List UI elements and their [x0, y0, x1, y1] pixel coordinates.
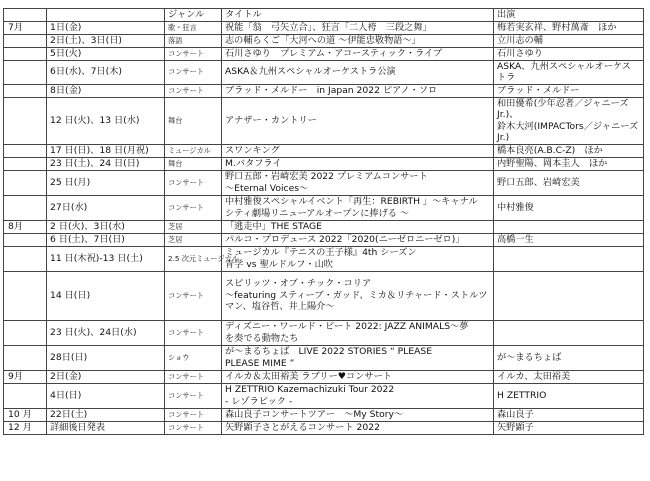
table-row — [4, 220, 644, 233]
header-row — [4, 9, 644, 22]
title-cell: H ZETTRIO Kazemachizuki Tour 2022 - レゾラピック - — [222, 383, 494, 408]
genre-cell: コンサート — [165, 84, 222, 97]
month-cell — [4, 60, 47, 84]
title-cell: M.バタフライ — [222, 157, 494, 170]
date-cell: 8日(金) — [47, 84, 165, 97]
date-cell: 2 日(火)、3日(水) — [47, 220, 165, 233]
schedule-table — [3, 8, 644, 435]
month-cell — [4, 271, 47, 320]
genre-cell: 2.5 次元ミュージカル — [165, 246, 222, 271]
title-cell: 石川さゆり プレミアム・アコースティック・ライブ — [222, 47, 494, 60]
month-cell — [4, 246, 47, 271]
title-cell: 志の輔らくご「大河への道 ～伊能忠敬物語～」 — [222, 34, 494, 47]
cast-cell: 和田優希(少年忍者／ジャニーズJr.)、 鈴木大河(IMPACTors／ジャニーズJr.) — [494, 97, 644, 144]
table-row — [4, 370, 644, 383]
table-row — [4, 233, 644, 246]
month-cell — [4, 233, 47, 246]
cast-cell: 中村雅俊 — [494, 195, 644, 220]
date-cell: 28日(日) — [47, 345, 165, 370]
cast-cell: 森山良子 — [494, 408, 644, 421]
table-row — [4, 34, 644, 47]
cast-cell — [494, 246, 644, 271]
month-cell — [4, 157, 47, 170]
table-row — [4, 421, 644, 434]
genre-cell: 舞台 — [165, 157, 222, 170]
table-row — [4, 21, 644, 34]
date-cell: 23 日(火)、24日(水) — [47, 320, 165, 345]
table-row — [4, 47, 644, 60]
month-cell — [4, 34, 47, 47]
date-cell: 11 日(木祝)-13 日(土) — [47, 246, 165, 271]
month-cell — [4, 84, 47, 97]
title-cell: ブラッド・メルドー in Japan 2022 ピアノ・ソロ — [222, 84, 494, 97]
cast-cell: が～まるちょば — [494, 345, 644, 370]
title-cell: スピリッツ・オブ・チック・コリア ～featuring スティーブ・ガッド、ミカ＆リチャード・ストルツマン、塩谷哲、井上陽介～ — [222, 271, 494, 320]
date-cell: 25 日(月) — [47, 170, 165, 195]
table-row — [4, 97, 644, 144]
genre-cell: コンサート — [165, 170, 222, 195]
genre-cell: コンサート — [165, 271, 222, 320]
title-cell: 森山良子コンサートツアー ～My Story～ — [222, 408, 494, 421]
cast-cell: 野口五郎、岩崎宏美 — [494, 170, 644, 195]
title-cell: アナザー・カントリー — [222, 97, 494, 144]
title-cell: 矢野顕子さとがえるコンサート 2022 — [222, 421, 494, 434]
header-genre: ジャンル — [165, 9, 222, 22]
table-row — [4, 408, 644, 421]
month-cell: 12 月 — [4, 421, 47, 434]
cast-cell — [494, 320, 644, 345]
table-row — [4, 271, 644, 320]
genre-cell: 芝居 — [165, 233, 222, 246]
title-cell: パルコ・プロデュース 2022「2020(ニーゼロニーゼロ)」 — [222, 233, 494, 246]
table-row — [4, 84, 644, 97]
month-cell: 8月 — [4, 220, 47, 233]
cast-cell: 高橋一生 — [494, 233, 644, 246]
cast-cell: 梅若実玄祥、野村萬斎 ほか — [494, 21, 644, 34]
table-row — [4, 170, 644, 195]
genre-cell: ミュージカル — [165, 144, 222, 157]
date-cell: 27日(水) — [47, 195, 165, 220]
title-cell: スワンキング — [222, 144, 494, 157]
cast-cell — [494, 271, 644, 320]
month-cell: 9月 — [4, 370, 47, 383]
date-cell: 6日(水)、7日(木) — [47, 60, 165, 84]
table-row — [4, 60, 644, 84]
genre-cell: コンサート — [165, 370, 222, 383]
cast-cell: H ZETTRIO — [494, 383, 644, 408]
date-cell: 12 日(火)、13 日(水) — [47, 97, 165, 144]
month-cell — [4, 383, 47, 408]
table-row — [4, 345, 644, 370]
title-cell: が～まるちょば LIVE 2022 STORIES “ PLEASE PLEASE MIME ” — [222, 345, 494, 370]
genre-cell: コンサート — [165, 320, 222, 345]
table-row — [4, 383, 644, 408]
date-cell: 5日(火) — [47, 47, 165, 60]
date-cell: 2日(金) — [47, 370, 165, 383]
genre-cell: コンサート — [165, 60, 222, 84]
genre-cell: コンサート — [165, 195, 222, 220]
genre-cell: 舞台 — [165, 97, 222, 144]
genre-cell: コンサート — [165, 47, 222, 60]
month-cell — [4, 195, 47, 220]
table-row — [4, 157, 644, 170]
date-cell: 17 日(日)、18 日(月祝) — [47, 144, 165, 157]
genre-cell: 芝居 — [165, 220, 222, 233]
month-cell — [4, 47, 47, 60]
cast-cell: 石川さゆり — [494, 47, 644, 60]
date-cell: 23 日(土)、24 日(日) — [47, 157, 165, 170]
genre-cell: 歌・狂言 — [165, 21, 222, 34]
date-cell: 1日(金) — [47, 21, 165, 34]
cast-cell — [494, 220, 644, 233]
month-cell — [4, 320, 47, 345]
genre-cell: コンサート — [165, 408, 222, 421]
title-cell: 祝能「翁 弓矢立合」、狂言「二人袴 三段之舞」 — [222, 21, 494, 34]
genre-cell: コンサート — [165, 383, 222, 408]
genre-cell: コンサート — [165, 421, 222, 434]
title-cell: ASKA＆九州スペシャルオーケストラ公演 — [222, 60, 494, 84]
month-cell — [4, 345, 47, 370]
cast-cell: 橋本良亮(A.B.C-Z) ほか — [494, 144, 644, 157]
cast-cell: 内野聖陽、岡本圭人 ほか — [494, 157, 644, 170]
title-cell: イルカ＆太田裕美 ラブリー♥コンサート — [222, 370, 494, 383]
title-cell: 野口五郎・岩崎宏美 2022 プレミアムコンサート ～Eternal Voices～ — [222, 170, 494, 195]
title-cell: 「逃走中」THE STAGE — [222, 220, 494, 233]
genre-cell: ショウ — [165, 345, 222, 370]
month-cell: 7月 — [4, 21, 47, 34]
header-date — [47, 9, 165, 22]
date-cell: 6 日(土)、7日(日) — [47, 233, 165, 246]
date-cell: 14 日(日) — [47, 271, 165, 320]
month-cell — [4, 97, 47, 144]
cast-cell: ブラッド・メルドー — [494, 84, 644, 97]
month-cell: 10 月 — [4, 408, 47, 421]
header-title: タイトル — [222, 9, 494, 22]
title-cell: 中村雅俊スペシャルイベント「再生：REBIRTH 」～キャナル シティ劇場リニューアルオープンに捧げる ～ — [222, 195, 494, 220]
table-row — [4, 246, 644, 271]
month-cell — [4, 170, 47, 195]
schedule-body — [4, 21, 644, 434]
table-row — [4, 144, 644, 157]
table-row — [4, 195, 644, 220]
table-row — [4, 320, 644, 345]
header-month — [4, 9, 47, 22]
title-cell: ミュージカル『テニスの王子様』4th シーズン 青学 vs 聖ルドルフ・山吹 — [222, 246, 494, 271]
title-cell: ディズニー・ワールド・ビート 2022: JAZZ ANIMALS～夢 を奏でる動物たち — [222, 320, 494, 345]
date-cell: 4日(日) — [47, 383, 165, 408]
cast-cell: イルカ、太田裕美 — [494, 370, 644, 383]
genre-cell: 落語 — [165, 34, 222, 47]
cast-cell: 立川志の輔 — [494, 34, 644, 47]
header-cast: 出演 — [494, 9, 644, 22]
date-cell: 2日(土)、3日(日) — [47, 34, 165, 47]
date-cell: 詳細後日発表 — [47, 421, 165, 434]
date-cell: 22日(土) — [47, 408, 165, 421]
cast-cell: 矢野顕子 — [494, 421, 644, 434]
cast-cell: ASKA、九州スペシャルオーケストラ — [494, 60, 644, 84]
month-cell — [4, 144, 47, 157]
